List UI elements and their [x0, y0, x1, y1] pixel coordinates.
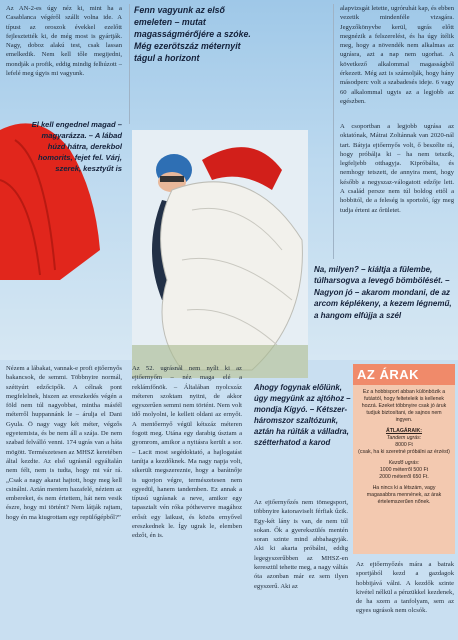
- prices-beginner-2000: 2000 méterről 650 Ft.: [379, 474, 429, 480]
- prices-outro: Ha nincs ki a létszám, vagy magasabbra mennének, az árak értelemszerűen nőnek.: [366, 485, 442, 505]
- article-column-3-middle: A csoportban a legjobb ugrása az oktatónak, Mátrai Zoltánnak van 2020-nál tart. Bátyja ejtőernyős volt, ő beszélte rá, hogy próbálja ki – ha nem tetszik, legfeljebb otthagyja. Kipróbálta, és nemhogy tetszett, de annyira ment, hogy később a negyszaz-válogatott edzője lett. A család persze nem túl boldog ettől a hobbitól, de a feleség is sportoló, így meg tudja érteni az őrületet.: [340, 123, 454, 214]
- article-column-3-bottom: Az ejtőernyőzés nem tömegsport, többnyire katonaviselt férfiak űzik. Egy-két lány is van, de nem túl sokan. Ők a gyerekszülés mentén soran szinte mind abbahagyják. Aki ki akarta próbálni, eddig legegyszerűbben az MHSZ-en keresztül tehette meg, a nagy váltás óta azonban már ez sem ilyen egyszerű. Aki az: [254, 499, 348, 590]
- parachutist-photo: [132, 130, 308, 378]
- article-column-2-bottom: Az 52. ugrásnál nem nyílt ki az ejtőernyőm – néz maga elé a reklámfőnök. – Általában nyolcszáz méteren szoktam nyitni, de akkor egyszerűen semmi nem történt. Nem volt idő molyolni, le kellett oldani az ernyőt. A mentőernyő végül kétszáz méteren fogott meg. Utána egy darabig úsztam a gyomrom, amikor a nyitásra került a sor. – Lacit most segédoktató, a hajlogatást tanítja a kezdőknek. Ma nagy napja volt, sikerült megszereznie, hogy a barátnője is ugorjon végre, természetesen nem egyedül, hanem tandemben. Ez annak a típusú ugrásnak a neve, amikor egy tapasztalt vén róka pótheverve magához erősít egy laikust, és közös ernyővel ereszkednek le. Így ugrak le, elemben edzőt, én is.: [132, 365, 242, 540]
- prices-title: AZ ÁRAK: [353, 364, 455, 385]
- article-column-1-bottom: Nézem a lábakat, vannak-e profi ejtőernyős bakancsok, de semmi. Többnyire normál, széttyúrt edzőcipők. A célnak pont megfelelnek, hiszen az ereszkedés végén a föld nem túl nagyobbat, mintha másfél méterről huppannánk le – árulja el Dani Gyula. Ö nagy vagy két méter, végzős egyetemista, és be nem áll a szája. De nem szabad felválló venni. 174 ugrás van a háta mögött. Természetesen az MHSZ keretében által kezdte. Az első ugrásnál egyáltalán nem félt, nem is tudta, hogy mi vár rá. „Csak a nagy akarat hajtott, hogy meg kell csinálni. Aztán mentem hazafelé, néztem az embereket, és nem értettem, hát nem vesik észre, hogy mi történt? Nem látják rajtam, hogy én ma kiugrottam egy repülőgépből?”: [6, 365, 122, 521]
- column-rule: [333, 4, 334, 259]
- prices-label: ÁTLAGÁRAIK:: [385, 428, 423, 434]
- prices-beginner-label: Kezdő ugrás:: [388, 460, 420, 466]
- pull-quote-left: El kell engednel magad – magyarázza. – A lábad húzd hátra, derekbol homorits, fejet fel. Várj, szerek, kesztyűt is: [31, 120, 122, 173]
- prices-beginner-1000: 1000 méterről 500 Ft: [379, 467, 429, 473]
- pull-quote-right: Na, milyen? – kiáltja a fülembe, túlharsogva a levegő bömbölését. – Nagyon jó – akarom mondani, de az arcom képlékeny, a kezem légnemű, a hangom elfújja a szél: [314, 265, 452, 320]
- article-column-3-top: alapvizsgát letette, ugróruhát kap, és ebben vezetik mindenféle vizsgára. Jegyzőkönyvbe kerül, ugrás előtt megnézik a felszerelést, és ha úgy ítélik meg, hogy a növendék nem alkalmas az ugrásra, azt a nap nem ugorhat. A következő alkalommal magasságból érkezett. Még azt is számolják, hogy hány másodperc volt a szabadesés ideje. 6 vagy 60 alkalommal ugyis az a legjobb az egészben.: [340, 5, 454, 105]
- prices-body: [353, 385, 455, 510]
- article-column-1-top: Az AN-2-es úgy néz ki, mint ha a Casablanca végéről szállt volna ide. A típust az oroszok évekkel ezelőtt fejlesztették ki, de még most is gyártják. Nagy, doboz alakú test, csak lassan emelkedik. Nem kell tőle megijedni, mondják a profik, eddig mindig felhúzott – lefelé meg úgyis mi vagyunk.: [6, 5, 122, 78]
- prices-tandem-label: Tandem ugrás:: [386, 435, 422, 441]
- prices-sidebar: [353, 364, 455, 554]
- article-column-4-bottom: Az ejtőernyőzés mára a batrak sportjából kezd a gazdagok hobbijává válni. A kezdők szinte kivétel nélkül a pénzükkel kezdenek, de ha szem a tanfolyam, sem az egyes ugrások nem olcsók.: [356, 561, 454, 615]
- pull-quote-top: Fenn vagyunk az első emeleten – mutat magasságmérőjére a szóke. Még ezerötszáz méternyit tágul a horizont: [134, 5, 251, 63]
- pull-quote-middle: Ahogy fogynak előlünk, úgy megyünk az ajtóhoz – mondja Kígyó. – Kétszer-háromszor szaltózunk, aztán ha rúiták a válladra, szétterhatod a karod: [254, 383, 351, 447]
- prices-tandem-value: 8000 Ft: [395, 442, 413, 448]
- prices-tandem-note: (csak, ha ki szeretné próbálni az érzést): [358, 449, 450, 455]
- column-rule: [129, 4, 130, 124]
- prices-intro: Ez a hobbisport abban különbözik a futástól, hogy felteteleik is kellenek hozzá. Ezeket többnyire csak jó áruk tudjuk biztosítani, de sajnos nem ingyen.: [361, 389, 447, 423]
